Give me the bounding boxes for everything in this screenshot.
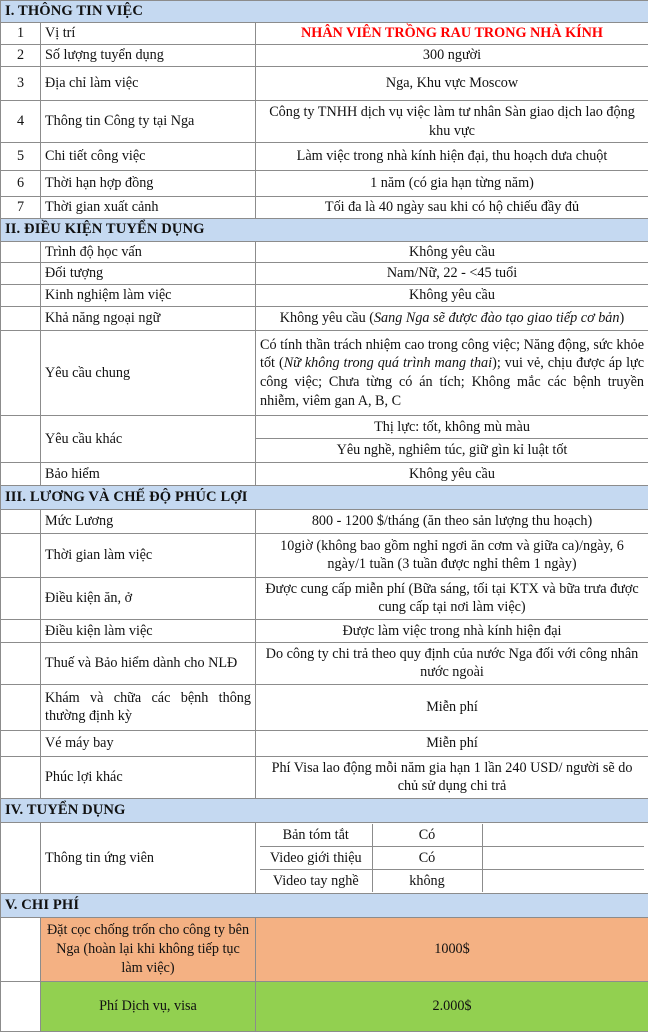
benefit-row: [1, 730, 648, 756]
row-label: Bảo hiểm: [41, 462, 256, 485]
job-row: [1, 171, 648, 197]
row-label: Điều kiện ăn, ở: [41, 577, 256, 619]
candidate-item-name: Video giới thiệu: [260, 846, 372, 869]
section-header-job-info: I. THÔNG TIN VIỆC: [1, 1, 648, 23]
row-value: Nga, Khu vực Moscow: [256, 67, 648, 101]
requirement-row: [1, 462, 648, 485]
row-value: Không yêu cầu: [256, 241, 648, 263]
row-value: Không yêu cầu: [256, 462, 648, 485]
row-value: Không yêu cầu: [256, 285, 648, 307]
recruit-row: [1, 822, 648, 893]
row-value: 1 năm (có gia hạn từng năm): [256, 171, 648, 197]
row-value: Phí Visa lao động mỗi năm gia hạn 1 lần 240 USD/ người sẽ do chủ sử dụng chi trả: [256, 756, 648, 798]
row-number: 1: [1, 23, 41, 45]
row-value: 10giờ (không bao gồm nghỉ ngơi ăn cơm và giữa ca)/ngày, 6 ngày/1 tuần (3 tuần được nghỉ thêm 1 ngày): [256, 533, 648, 577]
row-value: Được làm việc trong nhà kính hiện đại: [256, 619, 648, 642]
candidate-item-name: Bản tóm tắt: [260, 824, 372, 847]
candidate-item-value: không: [372, 869, 482, 892]
row-label: Khám và chữa các bệnh thông thường định kỳ: [41, 684, 256, 730]
row-label: Mức Lương: [41, 509, 256, 533]
candidate-info-row: [260, 869, 644, 892]
language-close: ): [619, 310, 624, 326]
row-value: [256, 330, 648, 415]
row-label: Vé máy bay: [41, 730, 256, 756]
row-label: Thời gian làm việc: [41, 533, 256, 577]
service-fee-value: 2.000$: [256, 981, 648, 1031]
general-text-1: Có tính thần trách nhiệm cao trong công việc; Năng động, sức khỏe tốt (: [260, 337, 644, 372]
general-note: Nữ không trong quá trình mang thai: [284, 355, 492, 371]
candidate-info-row: [260, 846, 644, 869]
row-value: 800 - 1200 $/tháng (ăn theo sản lượng thu hoạch): [256, 509, 648, 533]
deposit-value: 1000$: [256, 917, 648, 981]
requirement-row: [1, 306, 648, 330]
general-text-2: ); vui vẻ, chịu được áp lực công việc; Chưa từng có án tích; Không mắc các bệnh truyền nhiễm, viêm gan A, B, C: [260, 355, 644, 408]
candidate-item-value: Có: [372, 846, 482, 869]
row-value: Miễn phí: [256, 684, 648, 730]
row-number: 4: [1, 101, 41, 143]
service-fee-label: Phí Dịch vụ, visa: [41, 981, 256, 1031]
job-row: [1, 197, 648, 219]
benefit-row: [1, 577, 648, 619]
row-label: Trình độ học vấn: [41, 241, 256, 263]
row-value: Thị lực: tốt, không mù màu: [256, 415, 648, 438]
row-label: Vị trí: [41, 23, 256, 45]
requirement-row: [1, 415, 648, 438]
row-label: Thông tin ứng viên: [41, 822, 256, 893]
requirement-row: [1, 263, 648, 285]
row-value: Miễn phí: [256, 730, 648, 756]
cost-row: [1, 981, 648, 1031]
row-label: Thời gian xuất cảnh: [41, 197, 256, 219]
row-number: 6: [1, 171, 41, 197]
candidate-item-value: Có: [372, 824, 482, 847]
row-label: Thuế và Bảo hiểm dành cho NLĐ: [41, 642, 256, 684]
row-label: Điều kiện làm việc: [41, 619, 256, 642]
candidate-item-name: Video tay nghề: [260, 869, 372, 892]
row-number: 2: [1, 45, 41, 67]
language-note: Sang Nga sẽ được đào tạo giao tiếp cơ bản: [374, 310, 620, 326]
row-value: Được cung cấp miễn phí (Bữa sáng, tối tại KTX và bữa trưa được cung cấp tại nơi làm việc): [256, 577, 648, 619]
benefit-row: [1, 533, 648, 577]
row-label: Yêu cầu khác: [41, 415, 256, 462]
section-header-recruitment: IV. TUYỂN DỤNG: [1, 798, 648, 822]
cost-row: [1, 917, 648, 981]
row-label: Kinh nghiệm làm việc: [41, 285, 256, 307]
section-header-requirements: II. ĐIỀU KIỆN TUYỂN DỤNG: [1, 219, 648, 241]
row-value: Yêu nghề, nghiêm túc, giữ gìn kỉ luật tốt: [256, 438, 648, 462]
row-value: Công ty TNHH dịch vụ việc làm tư nhân Sàn giao dịch lao động khu vực: [256, 101, 648, 143]
language-value: Không yêu cầu (: [280, 310, 374, 326]
job-row: [1, 101, 648, 143]
benefit-row: [1, 684, 648, 730]
section-header-salary-benefits: III. LƯƠNG VÀ CHẾ ĐỘ PHÚC LỢI: [1, 485, 648, 509]
row-label: Khả năng ngoại ngữ: [41, 306, 256, 330]
section-header-costs: V. CHI PHÍ: [1, 893, 648, 917]
row-value: [256, 306, 648, 330]
row-label: Chi tiết công việc: [41, 143, 256, 171]
row-label: Thông tin Công ty tại Nga: [41, 101, 256, 143]
benefit-row: [1, 619, 648, 642]
job-row: [1, 67, 648, 101]
benefit-row: [1, 509, 648, 533]
row-value: 300 người: [256, 45, 648, 67]
benefit-row: [1, 756, 648, 798]
requirement-row: [1, 330, 648, 415]
row-label: Phúc lợi khác: [41, 756, 256, 798]
candidate-info-table: [260, 824, 644, 892]
requirement-row: [1, 241, 648, 263]
row-label: Địa chỉ làm việc: [41, 67, 256, 101]
candidate-info-row: [260, 824, 644, 847]
row-number: 3: [1, 67, 41, 101]
benefit-row: [1, 642, 648, 684]
row-label: Đối tượng: [41, 263, 256, 285]
row-number: 7: [1, 197, 41, 219]
row-label: Thời hạn hợp đồng: [41, 171, 256, 197]
row-value: Làm việc trong nhà kính hiện đại, thu hoạch dưa chuột: [256, 143, 648, 171]
row-value: Do công ty chi trả theo quy định của nước Nga đối với công nhân nước ngoài: [256, 642, 648, 684]
row-value: Tối đa là 40 ngày sau khi có hộ chiếu đầy đủ: [256, 197, 648, 219]
position-title: NHÂN VIÊN TRỒNG RAU TRONG NHÀ KÍNH: [256, 23, 648, 45]
row-label: Yêu cầu chung: [41, 330, 256, 415]
job-row: [1, 143, 648, 171]
row-number: 5: [1, 143, 41, 171]
row-value: Nam/Nữ, 22 - <45 tuổi: [256, 263, 648, 285]
deposit-label: Đặt cọc chống trốn cho công ty bên Nga (hoàn lại khi không tiếp tục làm việc): [41, 917, 256, 981]
job-row: [1, 45, 648, 67]
job-row: [1, 23, 648, 45]
requirement-row: [1, 285, 648, 307]
row-label: Số lượng tuyển dụng: [41, 45, 256, 67]
